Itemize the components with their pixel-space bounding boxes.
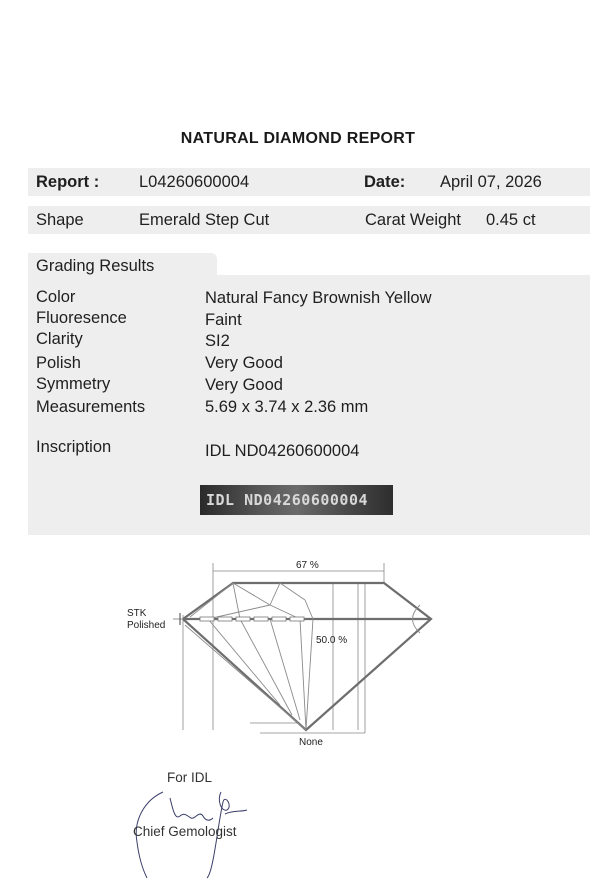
- table-percentage: 67 %: [296, 560, 319, 571]
- date-value: April 07, 2026: [440, 173, 542, 191]
- girdle-thickness: STK: [127, 608, 147, 619]
- proportions-diagram: [120, 555, 450, 755]
- report-number: L04260600004: [139, 173, 250, 191]
- report-label: Report :: [36, 173, 100, 191]
- grade-value-measurements: 5.69 x 3.74 x 2.36 mm: [205, 398, 369, 416]
- grade-value-symmetry: Very Good: [205, 376, 283, 394]
- grade-value-color: Natural Fancy Brownish Yellow: [205, 289, 432, 307]
- grade-label-fluorescence: Fluoresence: [36, 309, 127, 327]
- grade-label-measurements: Measurements: [36, 398, 146, 416]
- inscription-label: Inscription: [36, 438, 112, 456]
- depth-percentage: 50.0 %: [316, 635, 348, 646]
- date-label: Date:: [364, 173, 406, 191]
- grade-value-fluorescence: Faint: [205, 311, 242, 329]
- grade-label-color: Color: [36, 288, 76, 306]
- chief-gemologist-label: Chief Gemologist: [133, 824, 237, 839]
- carat-value: 0.45 ct: [486, 211, 536, 229]
- shape-info-bar: [28, 206, 590, 234]
- shape-value: Emerald Step Cut: [139, 211, 270, 229]
- inscription-photo: [200, 485, 393, 515]
- for-idl-label: For IDL: [167, 770, 213, 785]
- grade-label-clarity: Clarity: [36, 330, 83, 348]
- report-info-bar: [28, 168, 590, 196]
- shape-label: Shape: [36, 211, 84, 229]
- culet-size: None: [299, 737, 323, 748]
- grade-value-clarity: SI2: [205, 332, 230, 350]
- inscription-value: IDL ND04260600004: [205, 442, 360, 460]
- report-title: NATURAL DIAMOND REPORT: [180, 130, 416, 147]
- grade-value-polish: Very Good: [205, 354, 283, 372]
- inscription-photo-text: IDL ND04260600004: [206, 491, 369, 509]
- grading-heading: Grading Results: [36, 257, 155, 275]
- grade-label-polish: Polish: [36, 354, 81, 372]
- carat-label: Carat Weight: [365, 211, 461, 229]
- grade-label-symmetry: Symmetry: [36, 375, 111, 393]
- girdle-finish: Polished: [127, 620, 166, 631]
